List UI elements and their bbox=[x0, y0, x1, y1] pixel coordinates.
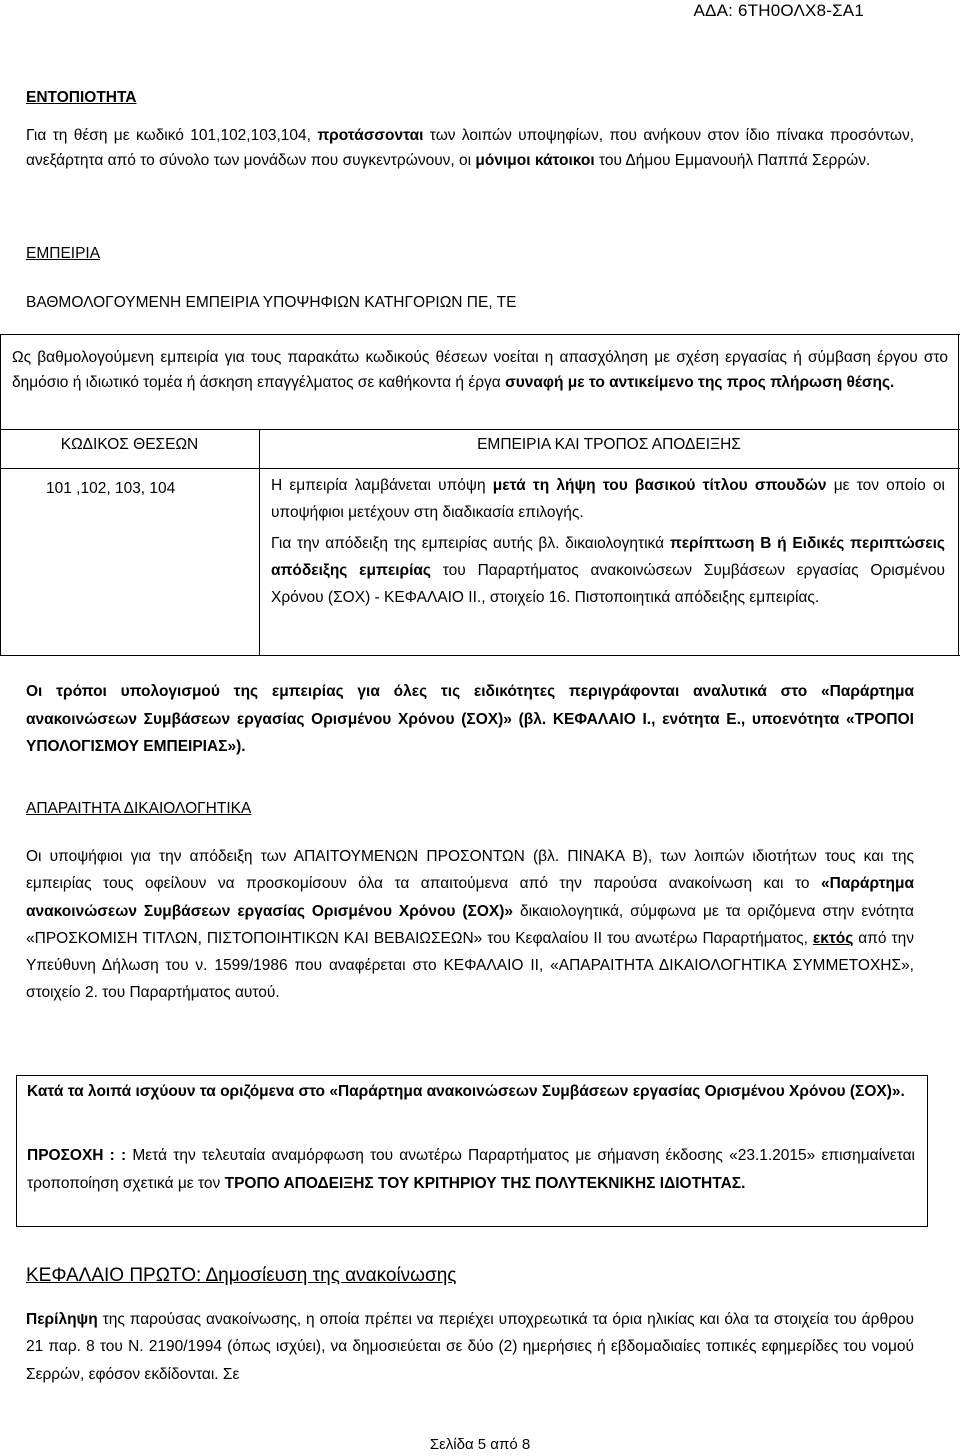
calculation-methods: Οι τρόποι υπολογισμού της εμπειρίας για όλες τις ειδικότητες περιγράφονται αναλυτικά στο «Παράρτημα ανακοινώσεων Συμβάσεων εργασίας Ορισμένου Χρόνου (ΣΟΧ)» (βλ. ΚΕΦΑΛΑΙΟ Ι., ενότητα Ε., υποενότητα «ΤΡΟΠΟΙ ΥΠΟΛΟΓΙΣΜΟΥ ΕΜΠΕΙΡΙΑΣ»). bbox=[26, 683, 914, 755]
experience-text-1: Η εμπειρία λαμβάνεται υπόψη μετά τη λήψη του βασικού τίτλου σπουδών με τον οποίο οι υποψήφιοι μετέχουν στη διαδικασία επιλογής. bbox=[271, 477, 945, 521]
col-header-codes: ΚΩΔΙΚΟΣ ΘΕΣΕΩΝ bbox=[60, 436, 199, 453]
page-number: Σελίδα 5 από 8 bbox=[429, 1436, 531, 1453]
empeiria-title: ΕΜΠΕΙΡΙΑ bbox=[26, 245, 101, 262]
apaitita-text: Οι υποψήφιοι για την απόδειξη των ΑΠΑΙΤΟΥΜΕΝΩΝ ΠΡΟΣΟΝΤΩΝ (βλ. ΠΙΝΑΚΑ Β), των λοιπών ιδιοτήτων τους και της εμπειρίας τους οφείλουν να προσκομίσουν όλα τα απαιτούμενα από την παρούσα ανακοίνωση και το «Παράρτημα ανακοινώσεων Συμβάσεων εργασίας Ορισμένου Χρόνου (ΣΟΧ)» δικαιολογητικά, σύμφωνα με τα οριζόμενα στην ενότητα «ΠΡΟΣΚΟΜΙΣΗ ΤΙΤΛΩΝ, ΠΙΣΤΟΠΟΙΗΤΙΚΩΝ ΚΑΙ ΒΕΒΑΙΩΣΕΩΝ» του Κεφαλαίου ΙΙ του ανωτέρω Παραρτήματος, εκτός από την Υπεύθυνη Δήλωση του ν. 1599/1986 που αναφέρεται στο ΚΕΦΑΛΑΙΟ ΙΙ, «ΑΠΑΡΑΙΤΗΤΑ ΔΙΚΑΙΟΛΟΓΗΤΙΚΑ ΣΥΜΜΕΤΟΧΗΣ», στοιχείο 2. του Παραρτήματος αυτού. bbox=[26, 848, 914, 1002]
col-header-experience: ΕΜΠΕΙΡΙΑ ΚΑΙ ΤΡΟΠΟΣ ΑΠΟΔΕΙΞΗΣ bbox=[477, 436, 741, 453]
entopiotita-title: ΕΝΤΟΠΙΟΤΗΤΑ bbox=[26, 89, 137, 106]
notice-attention: ΠΡΟΣΟΧΗ : : Μετά την τελευταία αναμόρφωση του ανωτέρω Παραρτήματος με σήμανση έκδοσης «23.1.2015» επισημαίνεται τροποποίηση σχετικά με τον ΤΡΟΠΟ ΑΠΟΔΕΙΞΗΣ ΤΟΥ ΚΡΙΤΗΡΙΟΥ ΤΗΣ ΠΟΛΥΤΕΚΝΙΚΗΣ ΙΔΙΟΤΗΤΑΣ. bbox=[27, 1147, 916, 1192]
ada-code: ΑΔΑ: 6ΤΗ0ΟΛΧ8-ΣΑ1 bbox=[693, 1, 864, 20]
chapter-one-text: Περίληψη της παρούσας ανακοίνωσης, η οποία πρέπει να περιέχει υποχρεωτικά τα όρια ηλικίας και όλα τα στοιχεία του άρθρου 21 παρ. 8 του Ν. 2190/1994 (όπως ισχύει), να δημοσιεύεται σε δύο (2) ημερήσιες ή εβδομαδιαίες τοπικές εφημερίδες του νομού Σερρών, εφόσον εκδίδονται. Σε bbox=[26, 1311, 914, 1383]
empeiria-subtitle: ΒΑΘΜΟΛΟΓΟΥΜΕΝΗ ΕΜΠΕΙΡΙΑ ΥΠΟΨΗΦΙΩΝ ΚΑΤΗΓΟΡΙΩΝ ΠΕ, ΤΕ bbox=[26, 294, 517, 311]
experience-table bbox=[0, 334, 960, 656]
notice-line-1: Κατά τα λοιπά ισχύουν τα οριζόμενα στο «Παράρτημα ανακοινώσεων Συμβάσεων εργασίας Ορισμένου Χρόνου (ΣΟΧ)». bbox=[27, 1083, 905, 1100]
position-codes: 101 ,102, 103, 104 bbox=[46, 480, 176, 497]
experience-intro: Ως βαθμολογούμενη εμπειρία για τους παρακάτω κωδικούς θέσεων νοείται η απασχόληση με σχέση εργασίας ή σύμβαση έργου στο δημόσιο ή ιδιωτικό τομέα ή άσκηση επαγγέλματος σε καθήκοντα ή έργα συναφή με το αντικείμενο της προς πλήρωση θέσης. bbox=[12, 349, 948, 391]
apaitita-title: ΑΠΑΡΑΙΤΗΤΑ ΔΙΚΑΙΟΛΟΓΗΤΙΚΑ bbox=[26, 800, 252, 817]
experience-text-2: Για την απόδειξη της εμπειρίας αυτής βλ. δικαιολογητικά περίπτωση Β ή Ειδικές περιπτώσεις απόδειξης εμπειρίας του Παραρτήματος ανακοινώσεων Συμβάσεων εργασίας Ορισμένου Χρόνου (ΣΟΧ) - ΚΕΦΑΛΑΙΟ ΙΙ., στοιχείο 16. Πιστοποιητικά απόδειξης εμπειρίας. bbox=[271, 535, 945, 606]
notice-box bbox=[16, 1075, 928, 1227]
chapter-one-title: ΚΕΦΑΛΑΙΟ ΠΡΩΤΟ: Δημοσίευση της ανακοίνωσης bbox=[26, 1265, 457, 1286]
entopiotita-text: Για τη θέση με κωδικό 101,102,103,104, προτάσσονται των λοιπών υποψηφίων, που ανήκουν στον ίδιο πίνακα προσόντων, ανεξάρτητα από το σύνολο των μονάδων που συγκεντρώνουν, οι μόνιμοι κάτοικοι του Δήμου Εμμανουήλ Παππά Σερρών. bbox=[26, 127, 914, 169]
